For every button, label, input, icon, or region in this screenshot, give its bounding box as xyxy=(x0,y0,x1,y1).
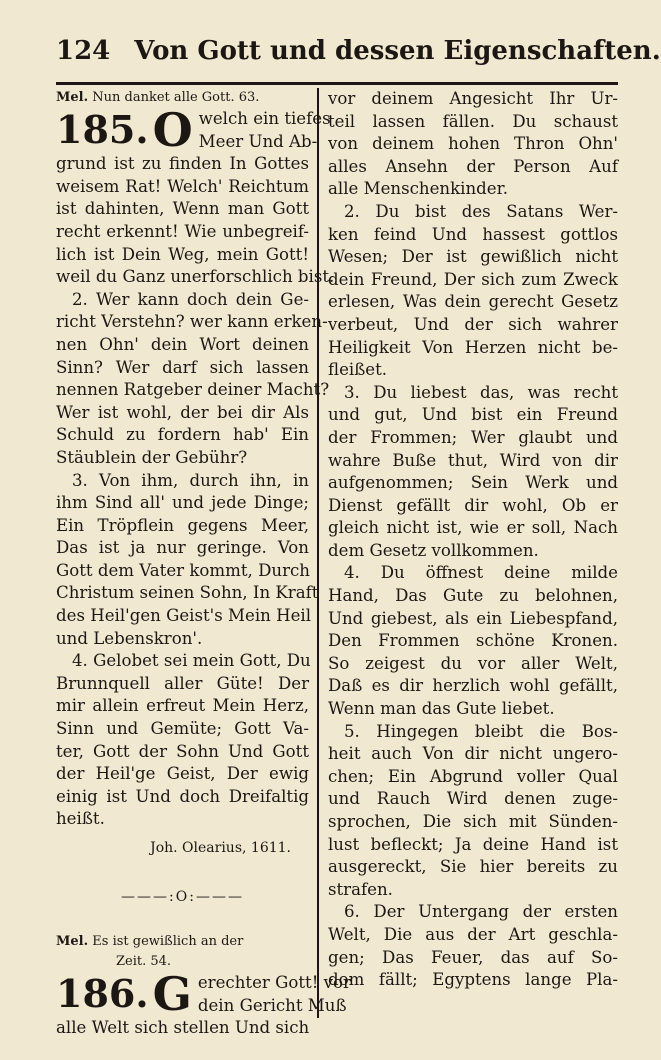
text-line: ken feind Und hassest gottlos xyxy=(328,224,618,244)
hymn-number-186: 186. xyxy=(56,971,149,1017)
page-title: Von Gott und dessen Eigenschaften. xyxy=(134,36,661,66)
left-column xyxy=(56,88,351,1040)
text-line: gen; Das Feuer, das auf So- xyxy=(328,947,618,967)
text-line: 5. Hingegen bleibt die Bos- xyxy=(344,721,618,741)
text-line: weisem Rat! Welch' Reichtum xyxy=(56,176,309,196)
text-line: verbeut, Und der sich wahrer xyxy=(328,314,618,334)
melody-line-186 xyxy=(56,932,309,972)
text-line: Hand, Das Gute zu belohnen, xyxy=(328,586,618,606)
melody-label: Mel. xyxy=(56,90,89,105)
text-line: Ein Tröpflein gegens Meer, xyxy=(56,515,309,535)
text-line: und gut, Und bist ein Freund xyxy=(328,405,618,425)
hymn-185-verse-2 xyxy=(56,289,330,470)
text-line: dem Gesetz vollkommen. xyxy=(328,540,539,560)
text-line: Sinn und Gemüte; Gott Va- xyxy=(56,719,309,739)
text-line: alle Menschenkinder. xyxy=(328,179,508,199)
text-line: Den Frommen schöne Kronen. xyxy=(328,631,618,651)
text-line: nen Ohn' dein Wort deinen xyxy=(56,334,309,354)
melody-name: Nun danket alle Gott. 63. xyxy=(92,90,260,105)
text-line: Daß es dir herzlich wohl gefällt, xyxy=(328,676,618,696)
text-line: Welt, Die aus der Art geschla- xyxy=(328,924,618,944)
text-line: vor deinem Angesicht Ihr Ur- xyxy=(328,89,618,108)
hymn-186-verse-4 xyxy=(328,562,618,720)
author-credit: Joh. Olearius, 1611. xyxy=(150,840,291,856)
text-line: chen; Ein Abgrund voller Qual xyxy=(328,766,618,786)
melody-name-cont: Zeit. 54. xyxy=(116,954,172,970)
page-number: 124 xyxy=(56,36,111,66)
text-line: grund ist zu finden In Gottes xyxy=(56,154,309,174)
text-line: sprochen, Die sich mit Sünden- xyxy=(328,812,618,831)
hymn-186-verse-6 xyxy=(328,901,618,991)
text-line: Dienst gefällt dir wohl, Ob er xyxy=(328,495,618,515)
melody-name: Es ist gewißlich an der xyxy=(92,934,244,950)
hymn-185-verse-1 xyxy=(56,153,335,289)
text-line: Christum seinen Sohn, In Kraft xyxy=(56,583,319,603)
text-line: alles Ansehn der Person Auf xyxy=(328,156,618,176)
text-line: Wer ist wohl, der bei dir Als xyxy=(56,402,309,422)
text-line: und Rauch Wird denen zuge- xyxy=(328,789,618,809)
text-line: ihm Sind all' und jede Dinge; xyxy=(56,493,309,513)
section-divider: ———:O:——— xyxy=(121,888,244,905)
text-line: 6. Der Untergang der ersten xyxy=(344,902,618,922)
text-line: welch ein tiefes xyxy=(198,109,331,128)
melody-label: Mel. xyxy=(56,934,89,950)
hymn-185-verse-3 xyxy=(56,470,319,651)
hymn-186-verse-2 xyxy=(328,201,618,382)
text-line: Gott dem Vater kommt, Durch xyxy=(56,560,310,580)
header-rule xyxy=(56,82,618,85)
text-line: alle Welt sich stellen Und sich xyxy=(56,1018,310,1038)
text-line: 2. Wer kann doch dein Ge- xyxy=(72,289,309,309)
text-line: Brunnquell aller Güte! Der xyxy=(56,673,309,693)
hymn-186-verse-3 xyxy=(328,382,618,563)
text-line: fleißet. xyxy=(328,360,388,380)
text-line: der Frommen; Wer glaubt und xyxy=(328,427,618,447)
hymn-185-verse-4 xyxy=(56,650,309,831)
text-line: heit auch Von dir nicht ungero- xyxy=(328,744,618,764)
hymn-185-start xyxy=(56,103,331,157)
text-line: aufgenommen; Sein Werk und xyxy=(328,473,618,493)
text-line: dom fällt; Egyptens lange Pla- xyxy=(328,970,618,990)
text-line: lich ist Dein Weg, mein Gott! xyxy=(56,244,309,264)
drop-cap-185: O xyxy=(152,103,193,157)
text-line: lust befleckt; Ja deine Hand ist xyxy=(328,834,618,854)
text-line: 3. Du liebest das, was recht xyxy=(344,382,618,402)
text-line: teil lassen fällen. Du schaust xyxy=(328,111,618,131)
hymn-186-verse-5 xyxy=(328,721,618,902)
text-line: erlesen, Was dein gerecht Gesetz xyxy=(328,292,618,312)
text-line: dein Freund, Der sich zum Zweck xyxy=(328,269,618,289)
text-line: 3. Von ihm, durch ihn, in xyxy=(72,470,309,490)
text-line: weil du Ganz unerforschlich bist. xyxy=(56,267,335,287)
text-line: strafen. xyxy=(328,879,393,899)
text-line: Sinn? Wer darf sich lassen xyxy=(56,357,309,377)
page-header xyxy=(56,36,661,66)
hymn-186-verse-1-cont xyxy=(328,88,618,201)
text-line: und Lebenskron'. xyxy=(56,628,203,648)
text-line: nennen Ratgeber deiner Macht? xyxy=(56,380,330,400)
drop-cap-186: G xyxy=(152,967,192,1022)
text-line: recht erkennt! Wie unbegreif- xyxy=(56,221,309,241)
text-line: ter, Gott der Sohn Und Gott xyxy=(56,741,309,761)
text-line: wahre Buße thut, Wird von dir xyxy=(328,450,618,470)
text-line: 4. Du öffnest deine milde xyxy=(344,563,618,583)
text-line: richt Verstehn? wer kann erken- xyxy=(56,312,328,332)
text-line: ausgereckt, Sie hier bereits zu xyxy=(328,857,618,877)
text-line: Und giebest, als ein Liebespfand, xyxy=(328,608,618,628)
text-line: 2. Du bist des Satans Wer- xyxy=(344,201,618,221)
text-line: Wenn man das Gute liebet. xyxy=(328,699,555,719)
text-line: So zeigest du vor aller Welt, xyxy=(328,653,618,673)
hymn-number-185: 185. xyxy=(56,107,149,152)
hymn-186-start xyxy=(56,967,351,1022)
text-line: Stäublein der Gebühr? xyxy=(56,447,248,467)
text-line: ist dahinten, Wenn man Gott xyxy=(56,199,309,219)
text-line: Schuld zu fordern hab' Ein xyxy=(56,425,309,445)
text-line: des Heil'gen Geist's Mein Heil xyxy=(56,606,312,626)
text-line: gleich nicht ist, wie er soll, Nach xyxy=(328,518,618,538)
text-line: dein Gericht Muß xyxy=(197,995,347,1015)
text-line: von deinem hohen Thron Ohn' xyxy=(328,134,618,154)
text-line: der Heil'ge Geist, Der ewig xyxy=(56,764,309,784)
text-line: einig ist Und doch Dreifaltig xyxy=(56,786,309,806)
text-line: heißt. xyxy=(56,809,105,829)
text-line: erechter Gott! vor xyxy=(197,973,351,993)
column-divider xyxy=(317,88,319,1018)
right-column xyxy=(328,88,618,992)
text-line: 4. Gelobet sei mein Gott, Du xyxy=(72,651,311,671)
text-line: mir allein erfreut Mein Herz, xyxy=(56,696,309,716)
text-line: Heiligkeit Von Herzen nicht be- xyxy=(328,337,618,357)
text-line: Meer Und Ab- xyxy=(198,131,318,151)
text-line: Wesen; Der ist gewißlich nicht xyxy=(328,247,618,267)
text-line: Das ist ja nur geringe. Von xyxy=(56,538,309,558)
